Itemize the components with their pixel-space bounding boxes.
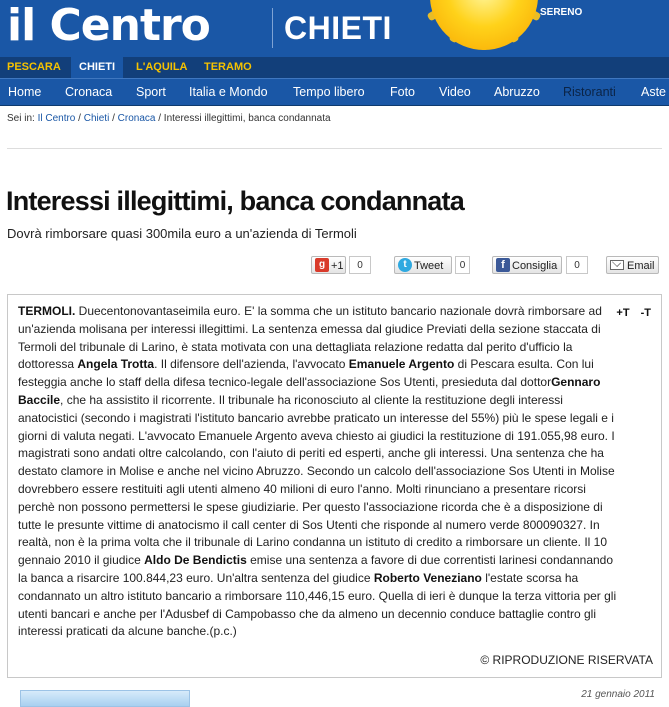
body-text: di Pescara esulta. Con lui festeggia anche lo staff della difesa tecnico-legale dell'associazione Sos Utenti, presieduta dal dottor xyxy=(18,357,594,390)
nav-video[interactable]: Video xyxy=(439,85,471,99)
email-button[interactable]: Email xyxy=(606,256,659,274)
weather-label: SERENO xyxy=(540,7,583,18)
breadcrumb-link-cronaca[interactable]: Cronaca xyxy=(117,113,156,124)
nav-home[interactable]: Home xyxy=(8,85,42,99)
breadcrumb-prefix: Sei in: xyxy=(7,113,35,124)
envelope-icon xyxy=(610,260,624,270)
twitter-bird-icon: t xyxy=(398,258,412,272)
city-edition-title: CHIETI xyxy=(284,10,392,46)
body-text: l'estate scorsa ha condannato un altro istituto bancario a rimborsare 110,446,15 euro. Quella di ieri è dunque la terza vittoria per gli utenti bancari e anche per l'Adusbef di Campobasso che da almeno un decennio conduce battaglie contro gli interessi praticati da alcune banche.(p.c.) xyxy=(18,570,617,639)
nav-foto[interactable]: Foto xyxy=(390,85,416,99)
nav-ristoranti[interactable]: Ristoranti xyxy=(563,85,616,99)
person-name: Gennaro Baccile xyxy=(18,375,601,407)
person-name: Angela Trotta xyxy=(77,357,155,372)
logo-divider xyxy=(272,8,273,48)
body-text: . Il difensore dell'azienda, l'avvocato xyxy=(154,357,349,372)
copyright-notice: © RIPRODUZIONE RISERVATA xyxy=(480,653,653,667)
sun-weather-icon xyxy=(430,0,538,50)
breadcrumb-link-ilcentro[interactable]: Il Centro xyxy=(37,113,76,124)
gplus-count: 0 xyxy=(349,256,371,274)
person-name: Aldo De Bendictis xyxy=(144,553,247,568)
facebook-count: 0 xyxy=(566,256,588,274)
article-body xyxy=(18,303,618,641)
tweet-count: 0 xyxy=(455,256,470,274)
person-name: Emanuele Argento xyxy=(348,357,455,372)
facebook-icon: f xyxy=(496,258,510,272)
dateline: TERMOLI. xyxy=(18,304,76,318)
article-body-box xyxy=(7,294,662,678)
main-nav xyxy=(0,78,669,106)
body-text: , che ha assistito il ricorrente. Il tribunale ha riconosciuto al cliente la restituzione degli interessi anatocistici (secondo i magistrati l'istituto bancario avrebbe praticato un interesse del 55%) più le spese legali e i giorni di valuta negati. L'avvocato Emanuele Argento aveva chiesto ai giudici la restituzione di 191.055,98 euro. I magistrati sono andati oltre calcolando, con l'aiuto di periti ed esperti, anche gli interessi. Una sentenza che ha destato clamore in Molise e anche nel vicino Abruzzo. Secondo un calcolo dell'associazione Sos Utenti in Molise dovrebbero essere restituiti agli utenti almeno 40 milioni di euro l'anno. Molti rinunciano a presentare ricorsi perchè non possono permettersi le spese giudiziarie. Per questo l'associazione ricorda che è a disposizione di tutte le presunte vittime di anatocismo il call center di Sos Utenti che risponde al numero verde 800090327. In realtà, non è la prima volta che il tribunale di Larino condanna un istituto di credito a rimborsare un cliente. Il 10 gennaio 2010 il giudice xyxy=(18,392,615,568)
increase-text-button[interactable]: +T xyxy=(616,307,630,319)
gplus-button[interactable]: g +1 xyxy=(311,256,346,274)
site-header xyxy=(0,0,669,57)
nav-tempo-libero[interactable]: Tempo libero xyxy=(293,85,365,99)
divider xyxy=(7,148,662,149)
body-text: emise una sentenza a favore di due correntisti larinesi condannando la banca a risarcire 100.844,23 euro. Un'altra sentenza del giudice xyxy=(18,553,614,585)
related-image-thumbnail[interactable] xyxy=(20,690,190,707)
nav-aste[interactable]: Aste xyxy=(641,85,667,99)
breadcrumb-link-chieti[interactable]: Chieti xyxy=(83,113,110,124)
city-tab-pescara[interactable]: PESCARA xyxy=(7,61,61,73)
person-name: Roberto Veneziano xyxy=(373,570,482,585)
facebook-like-button[interactable]: f Consiglia xyxy=(492,256,562,274)
gplus-icon: g xyxy=(315,258,329,272)
article-date: 21 gennaio 2011 xyxy=(581,689,655,700)
city-tab-laquila[interactable]: L'AQUILA xyxy=(136,61,188,73)
site-logo[interactable]: il Centro xyxy=(7,0,210,51)
body-text: Duecentonovantaseimila euro. E' la somma che un istituto bancario nazionale dovrà rimborsare ad un'azienda molisana per interessi illegittimi. La sentenza emessa dal giudice Previati della sezione staccata di Termoli del tribunale di Larino, è stata motivata con una dettagliata relazione redatta dal perito d'ufficio la dottoressa xyxy=(18,304,602,372)
nav-sport[interactable]: Sport xyxy=(136,85,166,99)
breadcrumb-current: Interessi illegittimi, banca condannata xyxy=(163,113,331,124)
nav-cronaca[interactable]: Cronaca xyxy=(65,85,113,99)
nav-abruzzo[interactable]: Abruzzo xyxy=(494,85,540,99)
nav-italia-e-mondo[interactable]: Italia e Mondo xyxy=(189,85,268,99)
article-title: Interessi illegittimi, banca condannata xyxy=(6,186,464,216)
tweet-button[interactable]: t Tweet xyxy=(394,256,452,274)
breadcrumb: Sei in: Il Centro / Chieti / Cronaca / Interessi illegittimi, banca condannata xyxy=(7,113,331,124)
decrease-text-button[interactable]: -T xyxy=(640,307,651,319)
article-subtitle: Dovrà rimborsare quasi 300mila euro a un'azienda di Termoli xyxy=(7,226,357,241)
city-tabs xyxy=(0,57,669,78)
city-tab-chieti[interactable]: CHIETI xyxy=(71,57,123,78)
city-tab-teramo[interactable]: TERAMO xyxy=(204,61,252,73)
